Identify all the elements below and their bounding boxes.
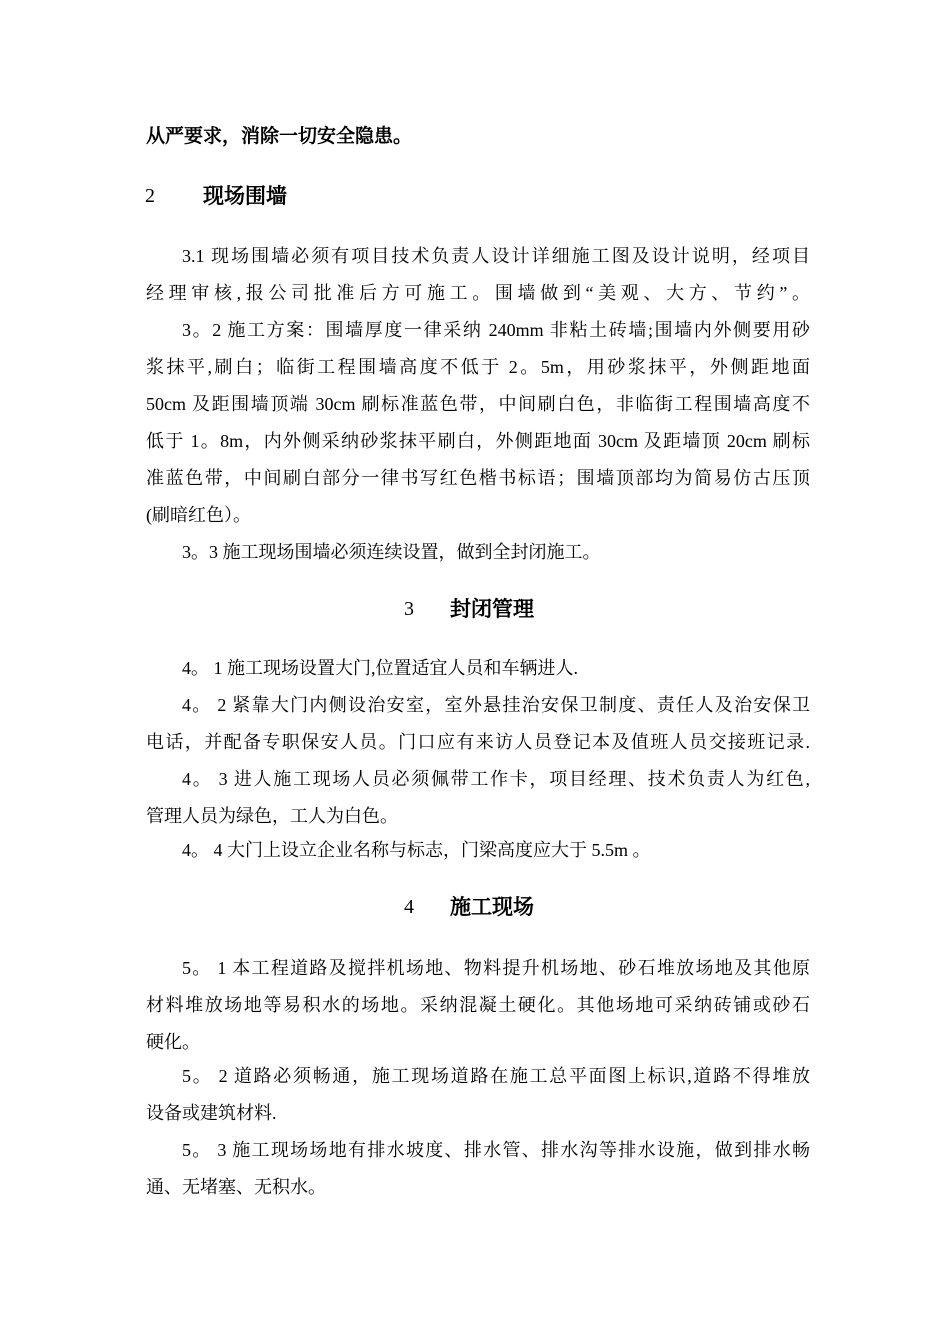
paragraph-line: 电话，并配备专职保安人员。门口应有来访人员登记本及值班人员交接班记录. (146, 732, 810, 752)
paragraph-line: 材料堆放场地等易积水的场地。采纳混凝土硬化。其他场地可采纳砖铺或砂石 (146, 995, 810, 1015)
paragraph-line: 4。 2 紧靠大门内侧设治安室，室外悬挂治安保卫制度、责任人及治安保卫 (182, 695, 810, 715)
paragraph-line: 通、无堵塞、无积水。 (146, 1177, 326, 1197)
paragraph-line: 设备或建筑材料. (146, 1103, 277, 1123)
paragraph-line: 3。2 施工方案：围墙厚度一律采纳 240mm 非粘土砖墙;围墙内外侧要用砂 (182, 320, 810, 340)
paragraph-line: 浆抹平,刷白；临街工程围墙高度不低于 2。5m，用砂浆抹平，外侧距地面 (146, 357, 810, 377)
section-title: 现场围墙 (203, 184, 287, 208)
section-number: 3 (404, 598, 414, 620)
paragraph-line: 准蓝色带，中间刷白部分一律书写红色楷书标语；围墙顶部均为简易仿古压顶 (146, 468, 810, 488)
section-title: 封闭管理 (450, 597, 534, 621)
paragraph-line: 3。3 施工现场围墙必须连续设置，做到全封闭施工。 (182, 542, 601, 562)
paragraph-line: 管理人员为绿色，工人为白色。 (146, 806, 398, 826)
paragraph-line: 低于 1。8m，内外侧采纳砂浆抹平刷白，外侧距地面 30cm 及距墙顶 20cm 刷标 (146, 431, 810, 451)
paragraph-line: 50cm 及距围墙顶端 30cm 刷标准蓝色带，中间刷白色，非临街工程围墙高度不 (146, 394, 810, 414)
intro-line: 从严要求，消除一切安全隐患。 (146, 125, 413, 147)
paragraph-line: 5。 1 本工程道路及搅拌机场地、物料提升机场地、砂石堆放场地及其他原 (182, 958, 810, 978)
paragraph-line: 3.1 现场围墙必须有项目技术负责人设计详细施工图及设计说明，经项目 (182, 246, 810, 266)
paragraph-line: 4。 4 大门上设立企业名称与标志，门梁高度应大于 5.5m 。 (182, 840, 651, 860)
paragraph-line: 4。 1 施工现场设置大门,位置适宜人员和车辆进人. (182, 658, 578, 678)
paragraph-line: 经理审核,报公司批准后方可施工。围墙做到“美观、大方、节约”。 (146, 283, 810, 303)
paragraph-line: 硬化。 (146, 1032, 200, 1052)
paragraph-line: 4。 3 进人施工现场人员必须佩带工作卡，项目经理、技术负责人为红色, (182, 769, 810, 789)
section-number: 4 (404, 896, 414, 918)
section-title: 施工现场 (450, 895, 534, 919)
paragraph-line: 5。 3 施工现场场地有排水坡度、排水管、排水沟等排水设施，做到排水畅 (182, 1140, 810, 1160)
section-number: 2 (145, 185, 155, 207)
paragraph-line: 5。 2 道路必须畅通，施工现场道路在施工总平面图上标识,道路不得堆放 (182, 1066, 810, 1086)
paragraph-line: (刷暗红色）。 (146, 505, 251, 525)
